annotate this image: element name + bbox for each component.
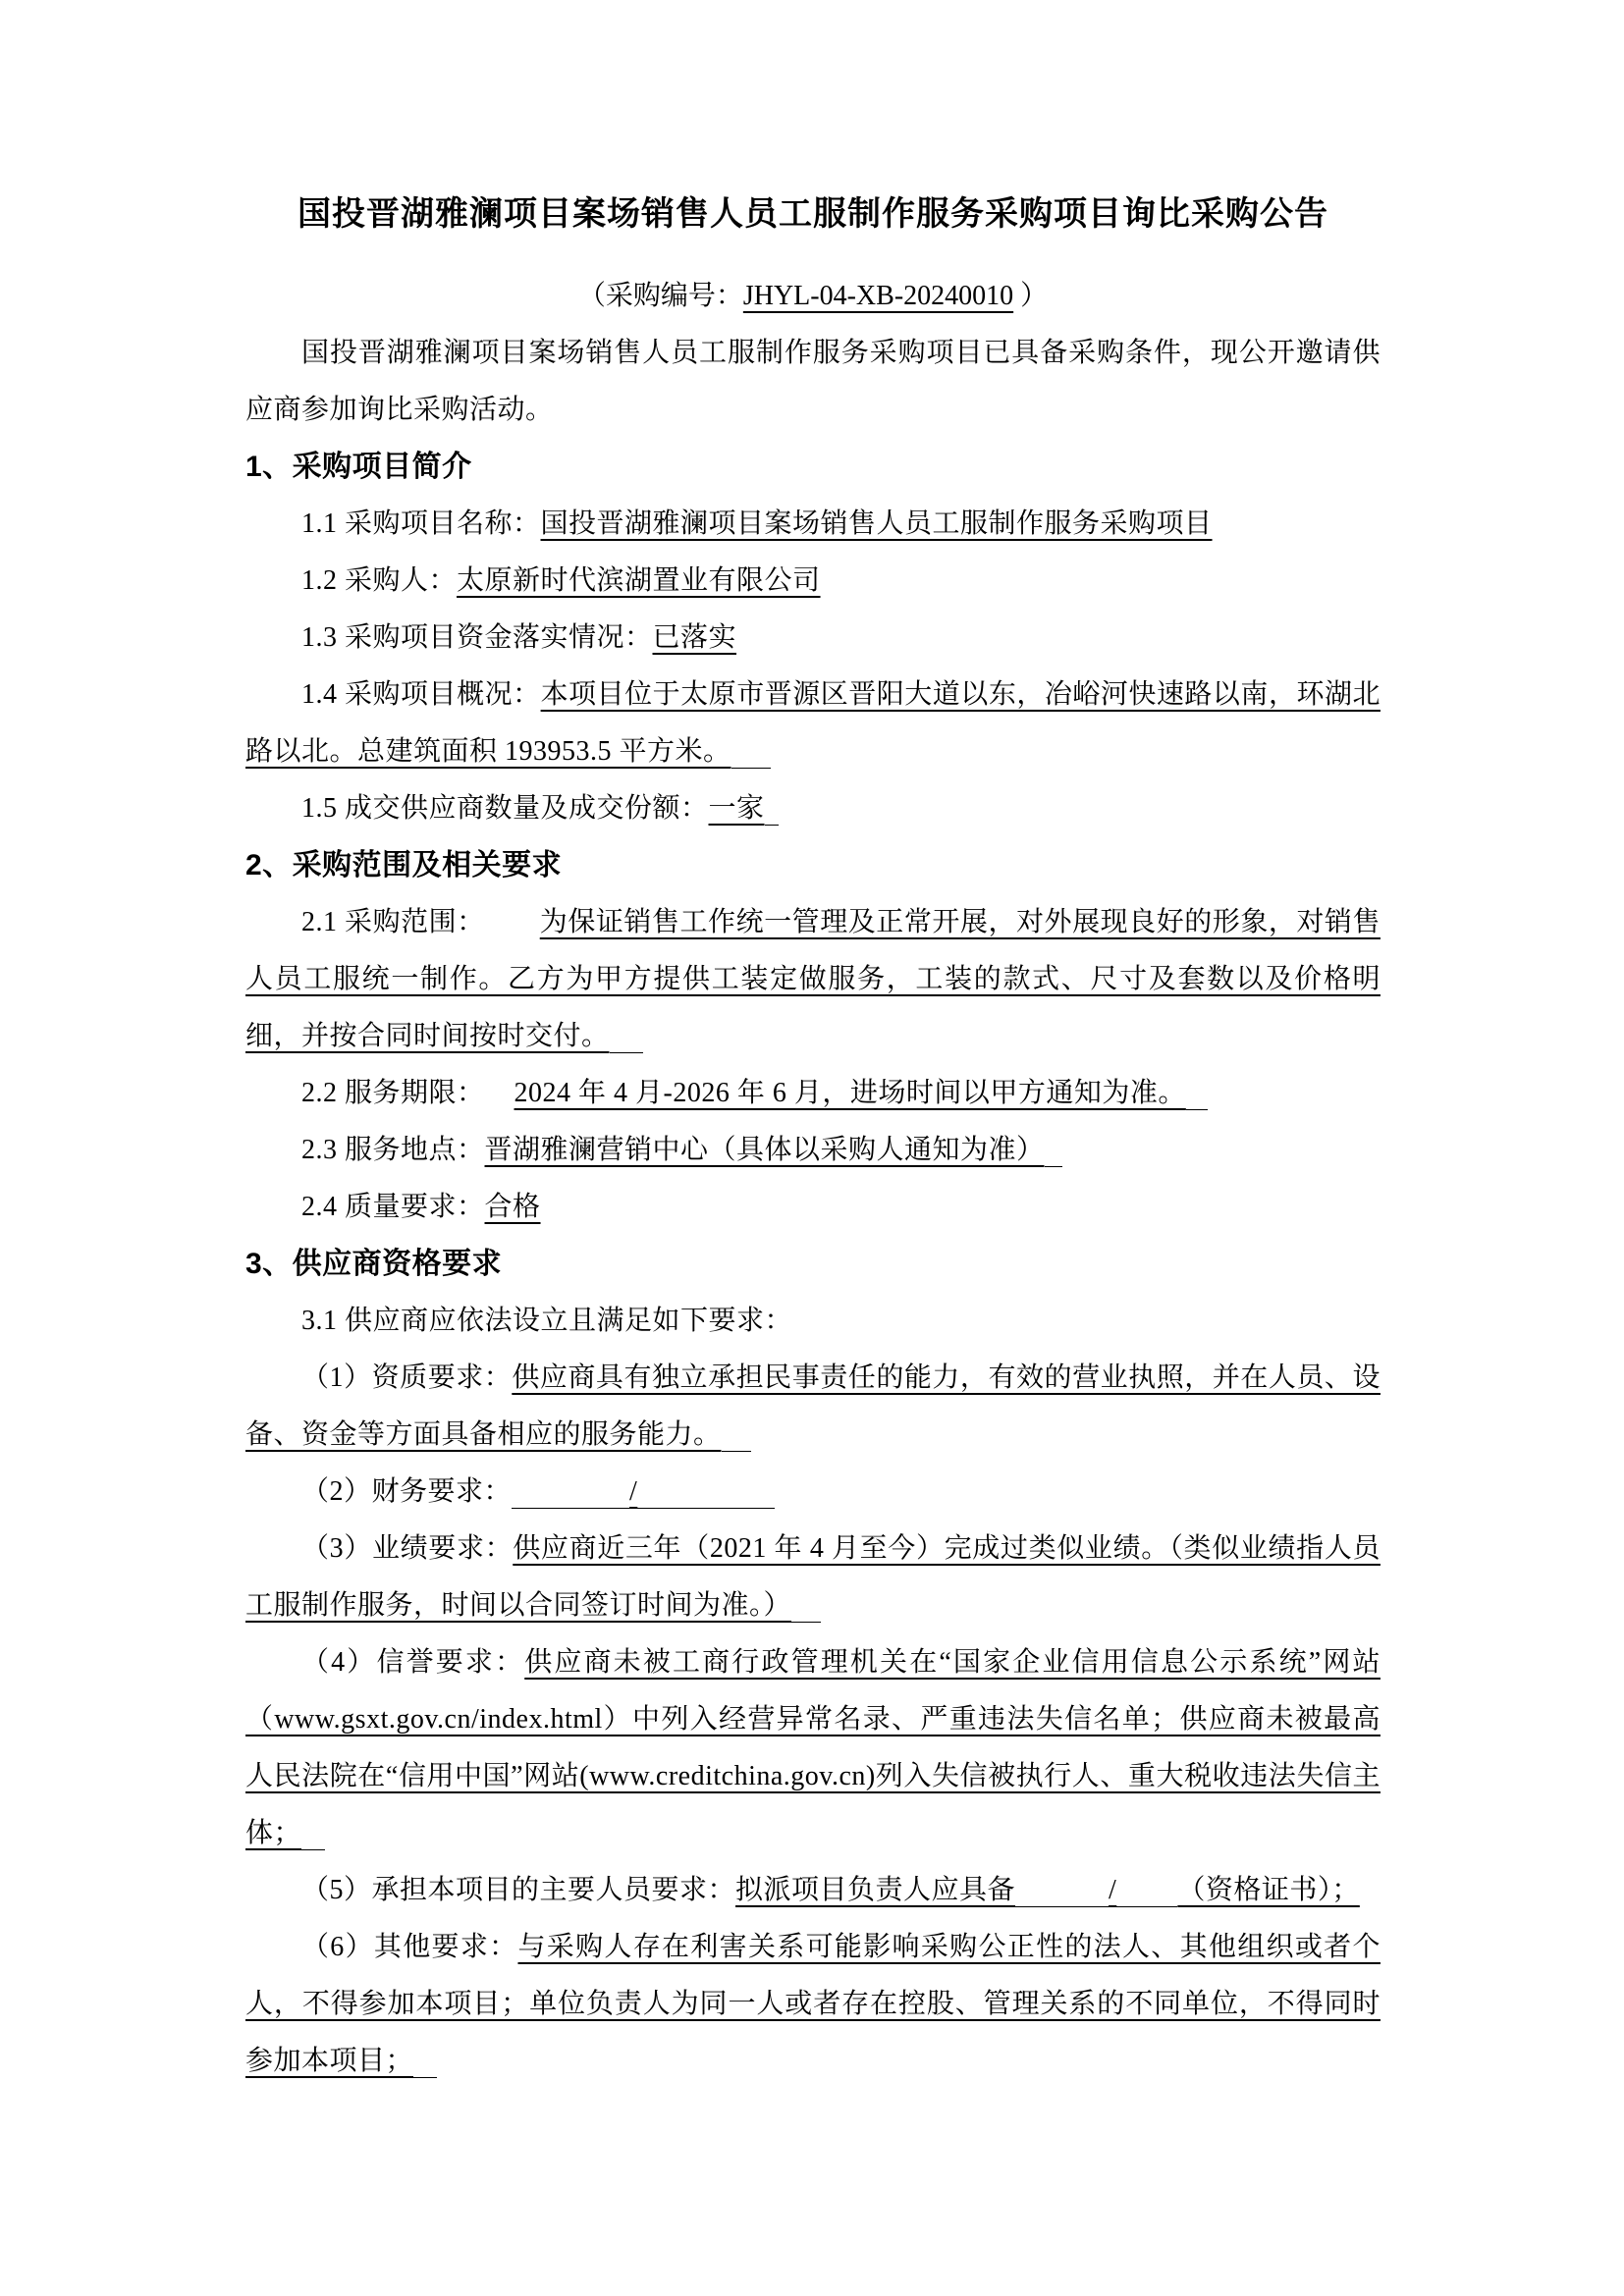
item-label: 2.1 采购范围：: [301, 907, 485, 937]
item-label: 1.3 采购项目资金落实情况：: [301, 622, 653, 653]
list-item-1-1: [245, 496, 1380, 553]
blank-underline: [512, 1494, 629, 1509]
item-value: 已落实: [652, 622, 737, 653]
list-item-1-3: [245, 610, 1380, 667]
item-value: 为保证销售工作统一管理及正常开展，对外展现良好的形象，对销售人员工服统一制作。乙方为甲方提供工装定做服务，工装的款式、尺寸及套数以及价格明细，并按合同时间按时交付。: [245, 907, 1380, 1051]
item-value-post: （资格证书）；: [1177, 1875, 1360, 1905]
item-value: 供应商未被工商行政管理机关在“国家企业信用信息公示系统”网站（www.gsxt.gov.cn/index.html）中列入经营异常名录、严重违法失信名单；供应商未被最高人民法院在“信用中国”网站(www.creditchina.gov.cn)列入失信被执行人、重大税收违法失信主体；: [245, 1647, 1380, 1848]
underline-tail: [301, 1836, 325, 1850]
list-item-req-6: [245, 1919, 1380, 2090]
blank-underline: [1015, 1893, 1109, 1907]
item-label: 1.4 采购项目概况：: [301, 679, 541, 710]
underline-tail: [1186, 1095, 1208, 1110]
blank-underline: [637, 1494, 775, 1509]
item-label: （3）业绩要求：: [301, 1533, 514, 1564]
list-item-req-4: [245, 1634, 1380, 1862]
item-value: 与采购人存在利害关系可能影响采购公正性的法人、其他组织或者个人，不得参加本项目；单位负责人为同一人或者存在控股、管理关系的不同单位，不得同时参加本项目；: [245, 1932, 1380, 2076]
item-value: 太原新时代滨湖置业有限公司: [457, 565, 821, 596]
intro-paragraph: 国投晋湖雅澜项目案场销售人员工服制作服务采购项目已具备采购条件，现公开邀请供应商参加询比采购活动。: [245, 338, 1380, 425]
procurement-number-prefix: （采购编号：: [577, 281, 743, 311]
item-label: 1.5 成交供应商数量及成交份额：: [301, 793, 709, 824]
underline-tail: [731, 754, 771, 769]
item-label: 2.3 服务地点：: [301, 1135, 485, 1165]
item-label: （4）信誉要求：: [301, 1647, 525, 1678]
item-label: 2.2 服务期限：: [301, 1078, 485, 1108]
list-item-1-4: [245, 667, 1380, 780]
list-item-3-1: [245, 1293, 1380, 1350]
section-heading-1: 1、采购项目简介: [245, 451, 472, 483]
underline-tail: [610, 1039, 643, 1053]
slash-placeholder: /: [1109, 1875, 1117, 1905]
list-item-req-1: [245, 1350, 1380, 1464]
procurement-number-suffix: ）: [1013, 281, 1049, 311]
item-value: 国投晋湖雅澜项目案场销售人员工服制作服务采购项目: [540, 508, 1213, 539]
item-label: （2）财务要求：: [301, 1476, 513, 1507]
item-value-pre: 拟派项目负责人应具备: [735, 1875, 1016, 1905]
list-item-req-3: [245, 1521, 1380, 1634]
underline-tail: [765, 811, 779, 826]
list-item-2-4: [245, 1179, 1380, 1236]
list-item-2-2: [245, 1065, 1380, 1122]
item-label: （1）资质要求：: [301, 1362, 513, 1393]
item-label: 2.4 质量要求：: [301, 1192, 485, 1222]
page-title: 国投晋湖雅澜项目案场销售人员工服制作服务采购项目询比采购公告: [298, 196, 1328, 233]
list-item-req-5: [245, 1862, 1380, 1919]
procurement-number-line: [245, 268, 1380, 325]
list-item-1-2: [245, 553, 1380, 610]
item-value: 供应商近三年（2021 年 4 月至今）完成过类似业绩。（类似业绩指人员工服制作服务，时间以合同签订时间为准。）: [245, 1533, 1380, 1621]
item-label: 1.1 采购项目名称：: [301, 508, 541, 539]
slash-placeholder: /: [629, 1476, 638, 1507]
underline-tail: [1045, 1152, 1062, 1167]
underline-tail: [722, 1437, 751, 1452]
item-value: 本项目位于太原市晋源区晋阳大道以东，冶峪河快速路以南，环湖北路以北。总建筑面积 193953.5 平方米。: [245, 679, 1380, 767]
item-label: （5）承担本项目的主要人员要求：: [301, 1875, 736, 1905]
item-label: （6）其他要求：: [301, 1932, 518, 1962]
item-value: 一家: [708, 793, 765, 824]
item-label: 1.2 采购人：: [301, 565, 458, 596]
underline-tail: [413, 2063, 437, 2078]
list-item-2-3: [245, 1122, 1380, 1179]
list-item-req-2: [245, 1464, 1380, 1521]
item-value: 合格: [484, 1192, 541, 1222]
list-item-2-1: [245, 894, 1380, 1065]
underline-tail: [791, 1608, 821, 1623]
blank-underline: [1116, 1893, 1177, 1907]
item-label: 3.1 供应商应依法设立且满足如下要求：: [301, 1306, 793, 1336]
item-value: 供应商具有独立承担民事责任的能力，有效的营业执照，并在人员、设备、资金等方面具备相应的服务能力。: [245, 1362, 1380, 1450]
item-value: 晋湖雅澜营销中心（具体以采购人通知为准）: [484, 1135, 1045, 1165]
list-item-1-5: [245, 780, 1380, 837]
section-heading-3: 3、供应商资格要求: [245, 1248, 503, 1280]
item-value: 2024 年 4 月-2026 年 6 月，进场时间以甲方通知为准。: [514, 1078, 1186, 1108]
procurement-number: JHYL-04-XB-20240010: [742, 281, 1014, 311]
section-heading-2: 2、采购范围及相关要求: [245, 849, 563, 881]
